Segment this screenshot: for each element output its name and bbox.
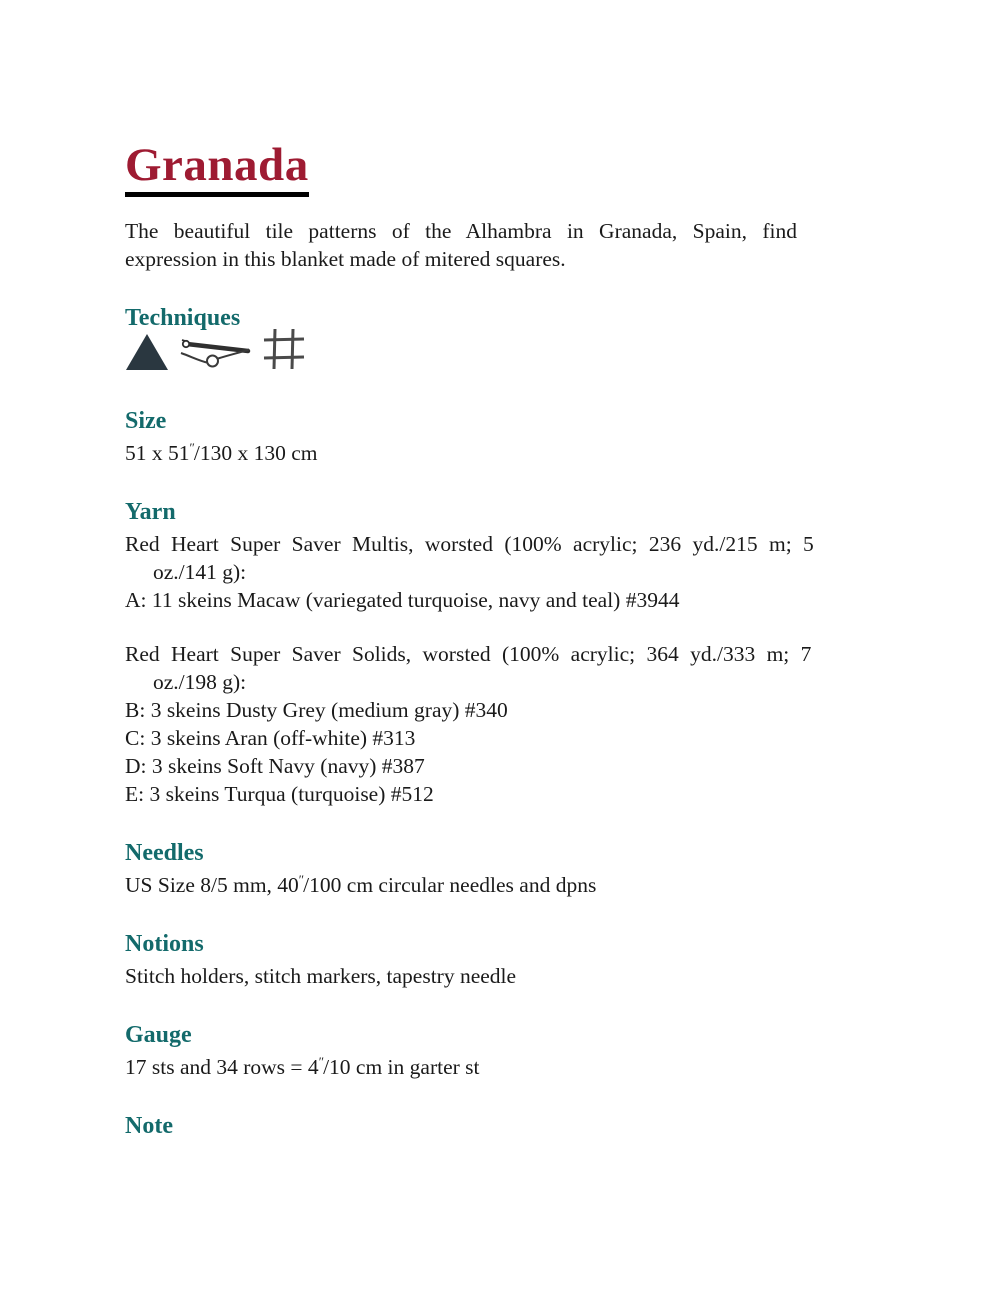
needles-value: [125, 871, 872, 899]
size-value: [125, 439, 872, 467]
yarn-color-d: D: 3 skeins Soft Navy (navy) #387: [125, 754, 425, 778]
notions-heading: Notions: [125, 931, 204, 957]
intro-paragraph: [125, 217, 872, 273]
triangle-icon: [125, 333, 169, 376]
yarn-solids-intro-line-2: oz./198 g):: [153, 670, 247, 694]
yarn-multis-intro-line-2: oz./141 g):: [153, 560, 247, 584]
size-value-cm: /130 x 130 cm: [193, 441, 318, 465]
yarn-color-c: C: 3 skeins Aran (off-white) #313: [125, 726, 416, 750]
size-value-inches: 51 x 51: [125, 441, 190, 465]
gauge-value-rest: /10 cm in garter st: [323, 1055, 480, 1079]
grid-chart-icon: [263, 327, 305, 376]
intro-line-2: expression in this blanket made of mitered squares.: [125, 247, 566, 271]
techniques-icons: [125, 336, 872, 376]
yarn-multis-intro-line-1: Red Heart Super Saver Multis, worsted (100% acrylic; 236 yd./215 m; 5: [125, 532, 814, 556]
techniques-heading: Techniques: [125, 305, 241, 331]
gauge-heading: Gauge: [125, 1022, 192, 1048]
gauge-value: [125, 1053, 872, 1081]
yarn-multis-paragraph: [125, 530, 872, 614]
intro-line-1: The beautiful tile patterns of the Alhambra in Granada, Spain, find: [125, 219, 797, 243]
note-heading: Note: [125, 1113, 173, 1139]
inch-mark: ″: [298, 872, 304, 887]
page-title: Granada: [125, 142, 309, 197]
yarn-color-a: A: 11 skeins Macaw (variegated turquoise, navy and teal) #3944: [125, 588, 680, 612]
yarn-solids-paragraph: [125, 640, 872, 808]
inch-mark: ″: [189, 440, 194, 455]
yarn-color-e: E: 3 skeins Turqua (turquoise) #512: [125, 782, 434, 806]
size-heading: Size: [125, 408, 167, 434]
yarn-solids-intro-line-1: Red Heart Super Saver Solids, worsted (100% acrylic; 364 yd./333 m; 7: [125, 642, 812, 666]
needle-tool-icon: [179, 331, 253, 376]
needles-value-inches: US Size 8/5 mm, 40: [125, 873, 299, 897]
yarn-color-b: B: 3 skeins Dusty Grey (medium gray) #340: [125, 698, 508, 722]
needles-heading: Needles: [125, 840, 204, 866]
notions-value: Stitch holders, stitch markers, tapestry needle: [125, 964, 517, 988]
needles-value-rest: /100 cm circular needles and dpns: [303, 873, 597, 897]
gauge-value-sts: 17 sts and 34 rows = 4: [125, 1055, 319, 1079]
yarn-heading: Yarn: [125, 499, 176, 525]
inch-mark: ″: [318, 1054, 324, 1069]
